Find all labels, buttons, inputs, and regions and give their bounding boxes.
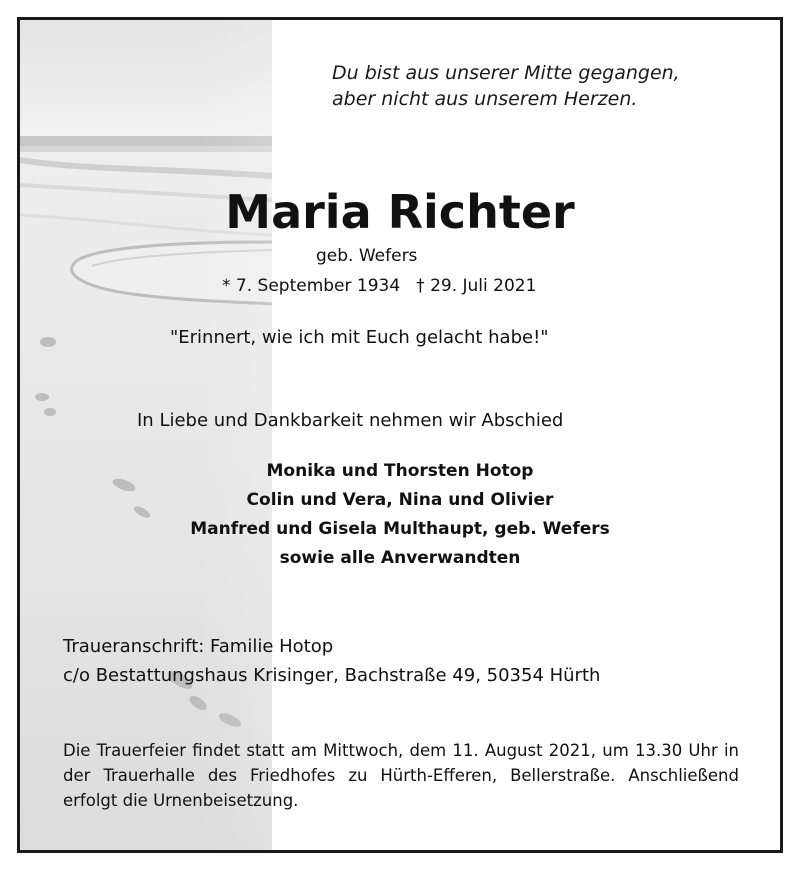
family-line: sowie alle Anverwandten: [279, 548, 521, 568]
family-line: Manfred und Gisela Multhaupt, geb. Wefers: [190, 519, 610, 539]
motto-line-2: aber nicht aus unserem Herzen.: [332, 88, 638, 110]
farewell-line: In Liebe und Dankbarkeit nehmen wir Abschied: [137, 410, 564, 431]
maiden-name: geb. Wefers: [316, 246, 418, 266]
obituary-content: [20, 20, 780, 850]
death-date: † 29. Juli 2021: [416, 276, 537, 296]
mourning-address: [63, 632, 600, 690]
obituary-frame: [17, 17, 783, 853]
birth-date: * 7. September 1934: [222, 276, 401, 296]
address-line-1: Traueranschrift: Familie Hotop: [63, 636, 334, 657]
family-line: Colin und Vera, Nina und Olivier: [246, 490, 554, 510]
motto-line-1: Du bist aus unserer Mitte gegangen,: [332, 62, 680, 84]
family-line: Monika und Thorsten Hotop: [266, 461, 534, 481]
deceased-name: Maria Richter: [225, 185, 575, 239]
family-list: [120, 457, 680, 573]
life-dates: [222, 276, 536, 296]
motto: [332, 60, 680, 112]
quote: "Erinnert, wie ich mit Euch gelacht habe!": [170, 327, 549, 348]
address-line-2: c/o Bestattungshaus Krisinger, Bachstraße 49, 50354 Hürth: [63, 665, 601, 686]
ceremony-details: Die Trauerfeier findet statt am Mittwoch, dem 11. August 2021, um 13.30 Uhr in der Trauerhalle des Friedhofes zu Hürth-Efferen, Bellerstraße. Anschließend erfolgt die Urnenbeisetzung.: [63, 741, 739, 810]
